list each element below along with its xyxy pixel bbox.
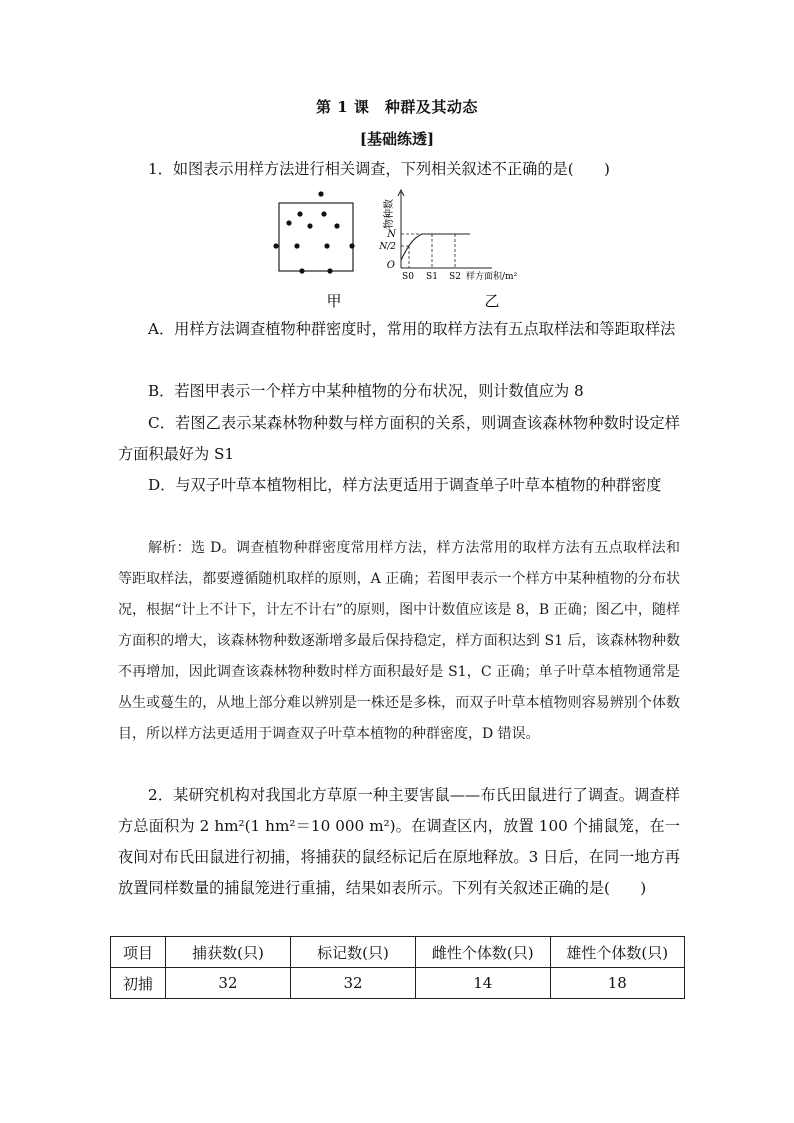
table-header-cell: 雄性个体数(只)	[550, 937, 685, 968]
figure-yi-ylabel: 物种数	[384, 199, 395, 229]
question-1-analysis: 解析：选 D。调查植物种群密度常用样方法，样方法常用的取样方法有五点取样法和等距取样法，都要遵循随机取样的原则，A 正确；若图甲表示一个样方中某种植物的分布状况，根据“计上不计下，计左不计右”的原则，图中计数值应该是 8，B 正确；图乙中，随样方面积的增大，该森林物种数逐渐增多最后保持稳定，样方面积达到 S1 后，该森林物种数不再增加，因此调查该森林物种数时样方面积最好是 S1，C 正确；单子叶草本植物通常是丛生或蔓生的，从地上部分难以辨别是一株还是多株，而双子叶草本植物则容易辨别个体数目，所以样方法更适用于调查双子叶草本植物的种群密度，D 错误。	[118, 540, 680, 742]
plant-dot	[321, 211, 326, 216]
figure-jia-caption: 甲	[326, 292, 342, 310]
figure-yi-xlabel: 样方面积/m²	[466, 272, 518, 282]
question-1-option-c: C．若图乙表示某森林物种数与样方面积的关系，则调查该森林物种数时设定样方面积最好为 S1	[118, 414, 680, 463]
species-area-curve	[401, 234, 470, 260]
table-cell: 初捕	[111, 968, 166, 999]
plant-dot	[327, 268, 332, 273]
sample-plot-frame	[279, 203, 353, 271]
question-1-stem: 1．如图表示用样方法进行相关调查，下列相关叙述不正确的是( )	[148, 160, 610, 178]
table-header-cell: 项目	[111, 937, 166, 968]
question-1-option-d: D．与双子叶草本植物相比，样方法更适用于调查单子叶草本植物的种群密度	[148, 476, 662, 494]
tick-S2: S2	[449, 272, 461, 282]
section-label: [基础练透]	[359, 130, 435, 148]
plant-dot	[324, 243, 329, 248]
question-1-option-b: B．若图甲表示一个样方中某种植物的分布状况，则计数值应为 8	[148, 382, 584, 400]
plant-dot	[273, 243, 278, 248]
question-1-figure	[270, 186, 570, 316]
table-header-cell: 雌性个体数(只)	[416, 937, 550, 968]
origin-label: O	[386, 260, 395, 271]
page-title: 第 1 课 种群及其动态	[316, 98, 478, 116]
question-2-stem: 2．某研究机构对我国北方草原一种主要害鼠——布氏田鼠进行了调查。调查样方总面积为 2 hm²(1 hm²＝10 000 m²)。在调查区内，放置 100 个捕鼠笼，在一夜间对布氏田鼠进行初捕，将捕获的鼠经标记后在原地释放。3 日后，在同一地方再放置同样数量的捕鼠笼进行重捕，结果如表所示。下列有关叙述正确的是( )	[118, 786, 680, 897]
table-cell: 32	[165, 968, 290, 999]
plant-dot	[318, 191, 323, 196]
table-header-cell: 捕获数(只)	[165, 937, 290, 968]
plant-dot	[294, 243, 299, 248]
tick-S1: S1	[426, 272, 438, 282]
figure-yi-caption: 乙	[484, 292, 500, 310]
tick-N-half: N/2	[379, 242, 396, 252]
plant-dot	[349, 243, 354, 248]
table-row	[111, 968, 685, 999]
figure-jia	[273, 191, 354, 310]
figure-yi	[378, 190, 517, 310]
capture-table	[110, 936, 685, 999]
table-cell: 14	[416, 968, 550, 999]
plant-dot	[334, 223, 339, 228]
table-header-row	[111, 937, 685, 968]
table-header-cell: 标记数(只)	[291, 937, 416, 968]
table-cell: 32	[291, 968, 416, 999]
plant-dot	[299, 268, 304, 273]
tick-N: N	[387, 229, 396, 240]
plant-dot	[307, 223, 312, 228]
tick-S0: S0	[402, 272, 414, 282]
question-1-option-a: A．用样方法调查植物种群密度时，常用的取样方法有五点取样法和等距取样法	[148, 320, 676, 338]
plant-dot	[297, 211, 302, 216]
plant-dot	[286, 220, 291, 225]
table-cell: 18	[550, 968, 685, 999]
